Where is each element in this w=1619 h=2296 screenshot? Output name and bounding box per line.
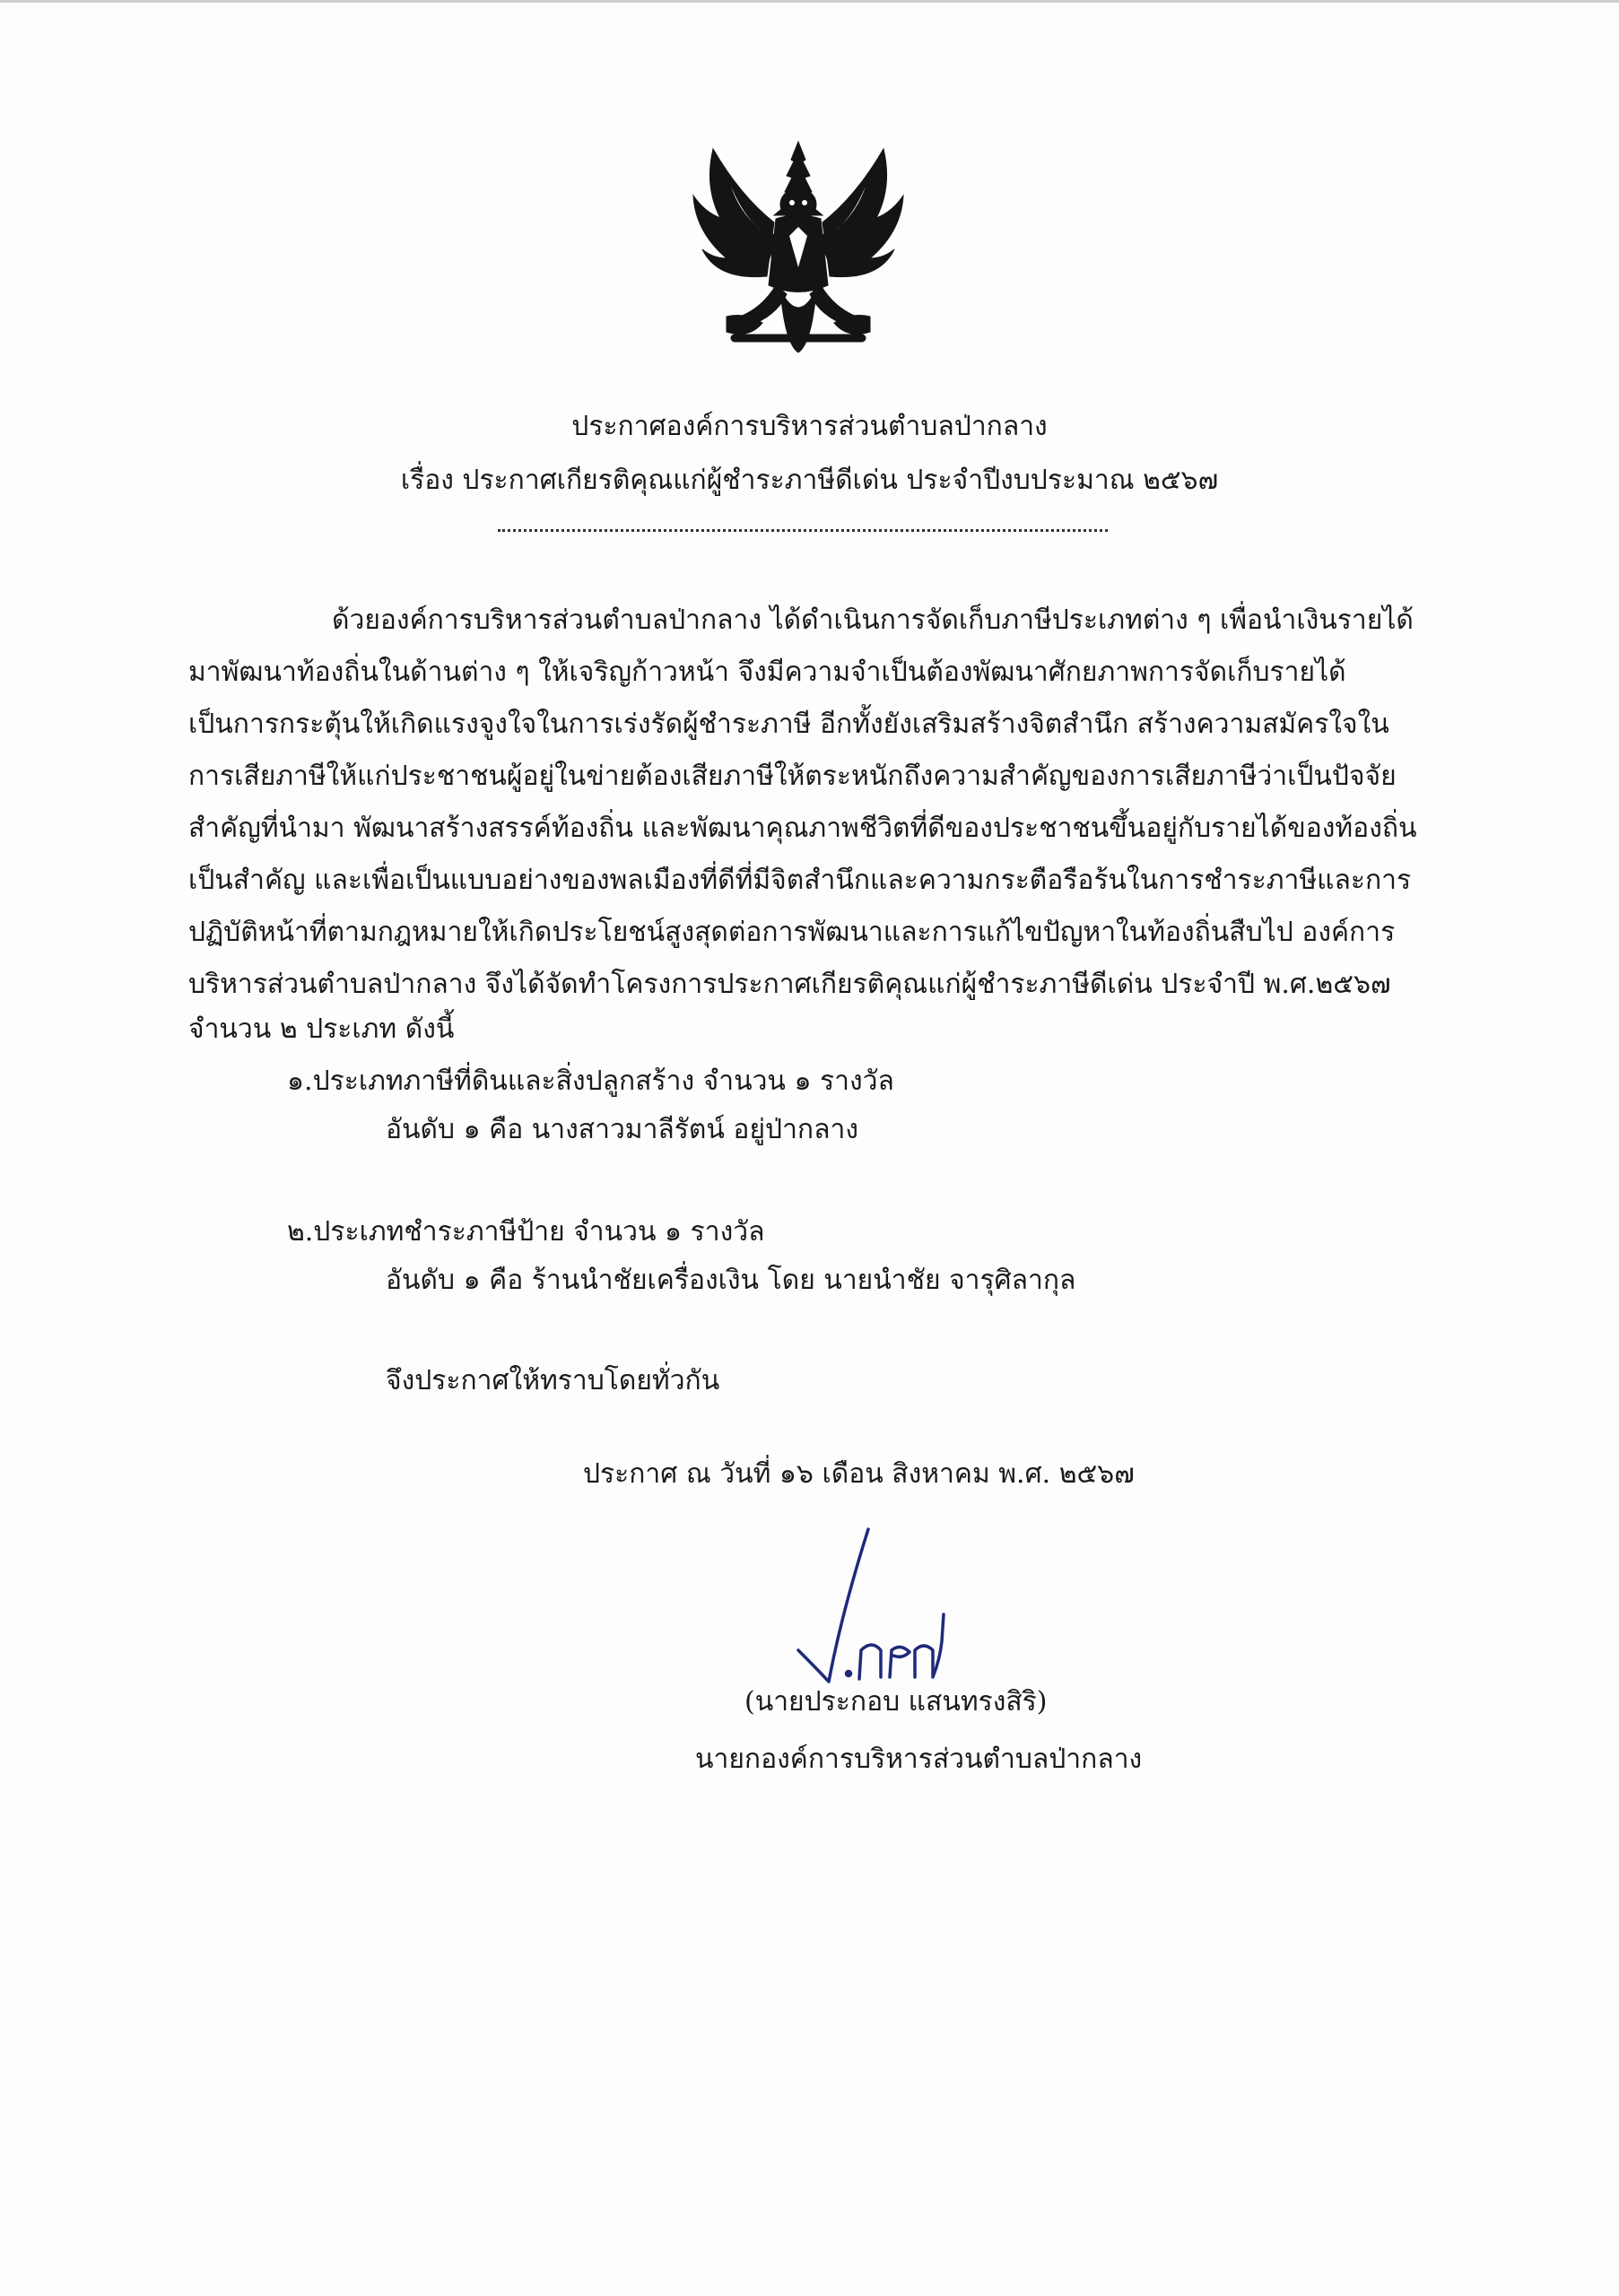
award-item-2-heading: ๒.ประเภทชำระภาษีป้าย จำนวน ๑ รางวัล <box>287 1216 765 1248</box>
body-paragraph-line: เป็นสำคัญ และเพื่อเป็นแบบอย่างของพลเมืองที่ดีที่มีจิตสำนึกและความกระตือรือร้นในการชำระภาษีและการ <box>188 865 1412 896</box>
award-item-1-detail: อันดับ ๑ คือ นางสาวมาลีรัตน์ อยู่ป่ากลาง <box>386 1114 858 1145</box>
body-paragraph-line: สำคัญที่นำมา พัฒนาสร้างสรรค์ท้องถิ่น และพัฒนาคุณภาพชีวิตที่ดีของประชาชนขึ้นอยู่กับรายได้ของท้องถิ่น <box>188 813 1417 844</box>
scan-edge-line <box>0 0 1619 3</box>
dotted-divider <box>498 526 1108 532</box>
body-paragraph-line: การเสียภาษีให้แก่ประชาชนผู้อยู่ในข่ายต้องเสียภาษีให้ตระหนักถึงความสำคัญของการเสียภาษีว่าเป็นปัจจัย <box>188 761 1397 792</box>
award-item-2-detail: อันดับ ๑ คือ ร้านนำชัยเครื่องเงิน โดย นายนำชัย จารุศิลากุล <box>386 1265 1076 1296</box>
announcement-subject: เรื่อง ประกาศเกียรติคุณแก่ผู้ชำระภาษีดีเด่น ประจำปีงบประมาณ ๒๕๖๗ <box>400 465 1219 496</box>
body-paragraph-line: เป็นการกระตุ้นให้เกิดแรงจูงใจในการเร่งรัดผู้ชำระภาษี อีกทั้งยังเสริมสร้างจิตสำนึก สร้างความสมัครใจใน <box>188 709 1389 740</box>
handwritten-signature <box>789 1516 978 1695</box>
body-paragraph-line: ด้วยองค์การบริหารส่วนตำบลป่ากลาง ได้ดำเนินการจัดเก็บภาษีประเภทต่าง ๆ เพื่อนำเงินรายได้ <box>332 604 1414 636</box>
signatory-title: นายกองค์การบริหารส่วนตำบลป่ากลาง <box>695 1744 1143 1775</box>
signatory-name: (นายประกอบ แสนทรงสิริ) <box>744 1686 1048 1718</box>
award-item-1-heading: ๑.ประเภทภาษีที่ดินและสิ่งปลูกสร้าง จำนวน ๑ รางวัล <box>287 1065 894 1097</box>
announcement-date: ประกาศ ณ วันที่ ๑๖ เดือน สิงหาคม พ.ศ. ๒๕๖๗ <box>583 1458 1135 1490</box>
announcement-title: ประกาศองค์การบริหารส่วนตำบลป่ากลาง <box>571 411 1048 442</box>
closing-statement: จึงประกาศให้ทราบโดยทั่วกัน <box>386 1365 720 1396</box>
body-paragraph-line: จำนวน ๒ ประเภท ดังนี้ <box>188 1013 455 1045</box>
body-paragraph-line: ปฏิบัติหน้าที่ตามกฎหมายให้เกิดประโยชน์สูงสุดต่อการพัฒนาและการแก้ไขปัญหาในท้องถิ่นสืบไป องค์การ <box>188 917 1396 948</box>
body-paragraph-line: มาพัฒนาท้องถิ่นในด้านต่าง ๆ ให้เจริญก้าวหน้า จึงมีความจำเป็นต้องพัฒนาศักยภาพการจัดเก็บรายได้ <box>188 657 1346 688</box>
body-paragraph-line: บริหารส่วนตำบลป่ากลาง จึงได้จัดทำโครงการประกาศเกียรติคุณแก่ผู้ชำระภาษีดีเด่น ประจำปี พ.ศ.๒๕๖๗ <box>188 969 1391 1000</box>
garuda-emblem-icon <box>677 133 919 375</box>
